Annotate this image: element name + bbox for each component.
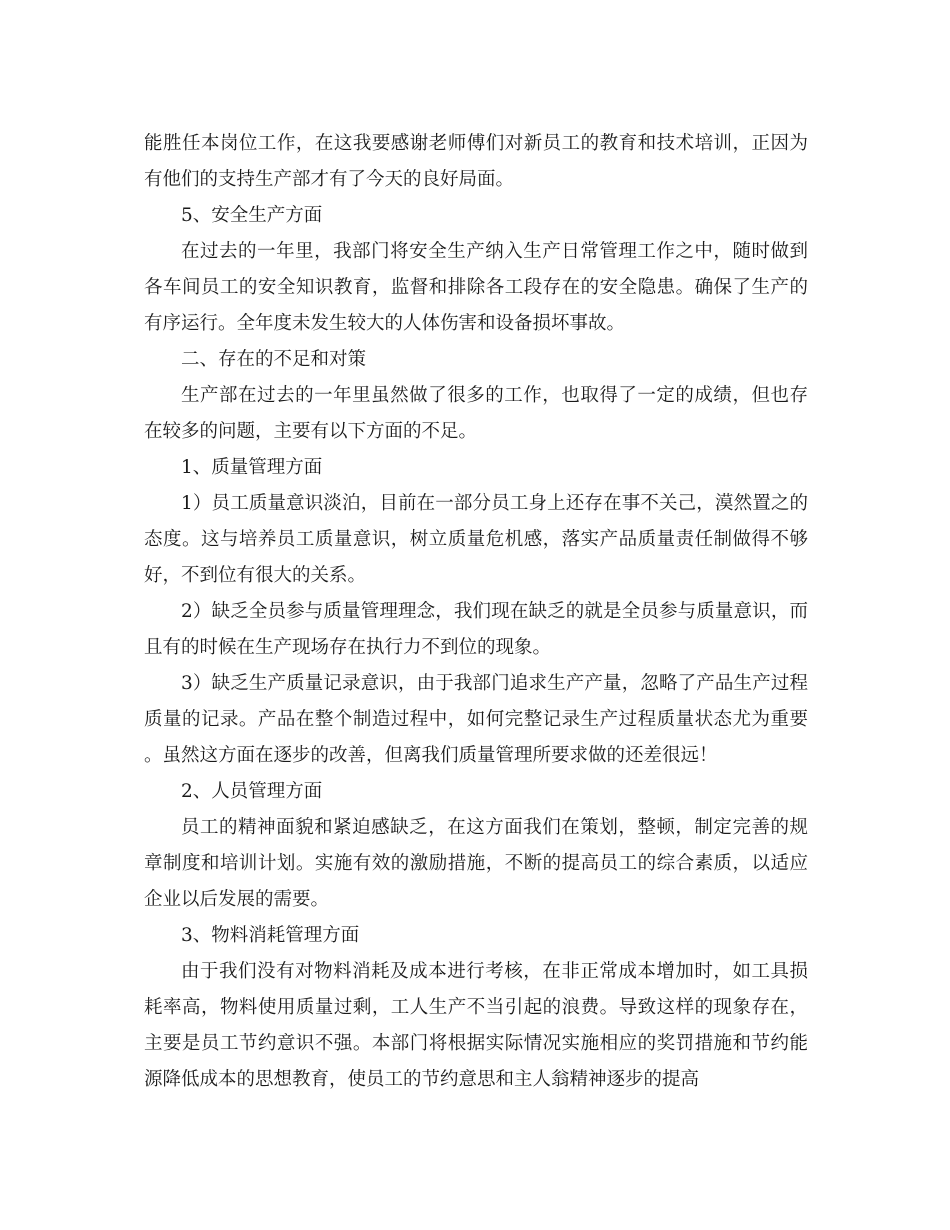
document-body [144, 126, 808, 1098]
paragraph-quality-item-1: 1）员工质量意识淡泊，目前在一部分员工身上还存在事不关己，漠然置之的态度。这与培养员工质量意识，树立质量危机感，落实产品质量责任制做得不够好，不到位有很大的关系。 [144, 493, 808, 586]
paragraph-shortcomings-intro: 生产部在过去的一年里虽然做了很多的工作，也取得了一定的成绩，但也存在较多的问题，主要有以下方面的不足。 [144, 385, 808, 442]
paragraph-personnel-management: 员工的精神面貌和紧迫感缺乏，在这方面我们在策划，整顿，制定完善的规章制度和培训计划。实施有效的激励措施，不断的提高员工的综合素质，以适应企业以后发展的需要。 [144, 817, 808, 910]
section-heading-quality-management: 1、质量管理方面 [181, 457, 323, 478]
paragraph-material-consumption: 由于我们没有对物料消耗及成本进行考核，在非正常成本增加时，如工具损耗率高，物料使用质量过剩，工人生产不当引起的浪费。导致这样的现象存在，主要是员工节约意识不强。本部门将根据实际情况实施相应的奖罚措施和节约能源降低成本的思想教育，使员工的节约意思和主人翁精神逐步的提高 [144, 961, 808, 1090]
paragraph-continuation: 能胜任本岗位工作，在这我要感谢老师傅们对新员工的教育和技术培训，正因为有他们的支持生产部才有了今天的良好局面。 [144, 133, 808, 190]
section-heading-safety-production: 5、安全生产方面 [181, 205, 323, 226]
section-heading-material-consumption: 3、物料消耗管理方面 [181, 925, 360, 946]
section-heading-personnel-management: 2、人员管理方面 [181, 781, 323, 802]
section-heading-shortcomings: 二、存在的不足和对策 [181, 349, 367, 370]
paragraph-quality-item-2: 2）缺乏全员参与质量管理理念，我们现在缺乏的就是全员参与质量意识，而且有的时候在生产现场存在执行力不到位的现象。 [144, 601, 808, 658]
paragraph-quality-item-3: 3）缺乏生产质量记录意识，由于我部门追求生产产量，忽略了产品生产过程质量的记录。产品在整个制造过程中，如何完整记录生产过程质量状态尤为重要。虽然这方面在逐步的改善，但离我们质量管理所要求做的还差很远！ [144, 673, 808, 766]
paragraph-safety-production: 在过去的一年里，我部门将安全生产纳入生产日常管理工作之中，随时做到各车间员工的安全知识教育，监督和排除各工段存在的安全隐患。确保了生产的有序运行。全年度未发生较大的人体伤害和设备损坏事故。 [144, 241, 808, 334]
